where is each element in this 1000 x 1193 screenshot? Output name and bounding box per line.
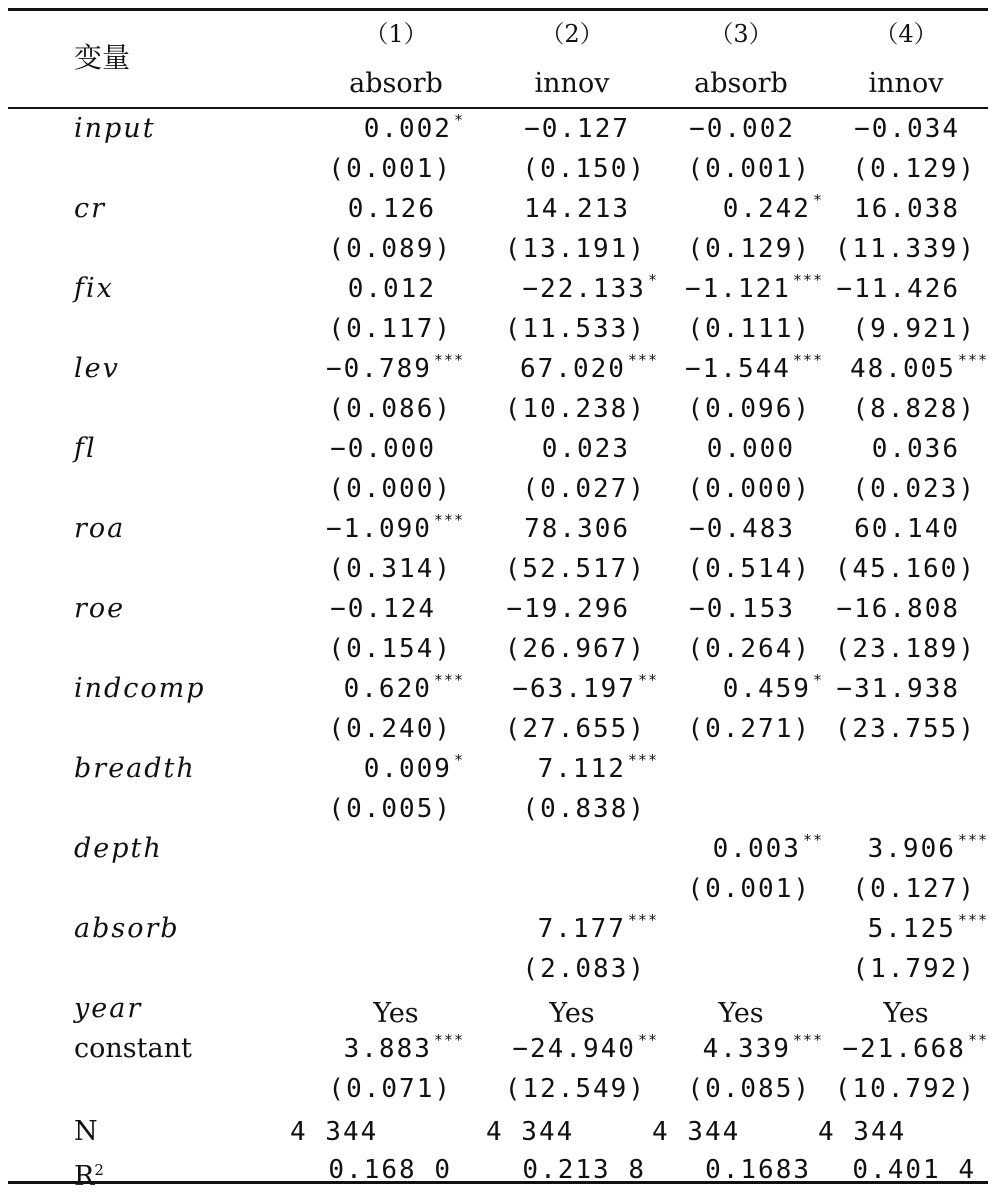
standard-error: (8.828) (852, 394, 976, 424)
n-label: N (74, 1116, 98, 1147)
standard-error: (0.154) (328, 634, 452, 664)
coefficient-cell (707, 433, 823, 468)
r2-label: $R^2$ (74, 1161, 104, 1192)
coefficient-value: −31.938 (836, 674, 960, 704)
variable-name: absorb (74, 913, 180, 944)
coefficient-value: 0.620 (343, 674, 432, 704)
coefficient-value: −0.483 (689, 514, 795, 544)
standard-error: (0.129) (852, 154, 976, 184)
standard-error: (0.514) (687, 554, 811, 584)
significance-stars: *** (957, 831, 988, 849)
standard-error: (45.160) (834, 554, 976, 584)
standard-error: (0.027) (522, 474, 646, 504)
observation-count: 4 344 (486, 1117, 575, 1147)
coefficient-cell (520, 353, 658, 388)
column-number: （1） (364, 20, 428, 48)
variable-name: depth (74, 833, 163, 864)
coefficient-cell (723, 193, 823, 228)
coefficient-cell (868, 833, 988, 868)
variable-name: cr (74, 193, 107, 224)
coefficient-value: 7.112 (537, 754, 626, 784)
coefficient-cell (703, 1033, 823, 1068)
coefficient-cell (344, 1033, 464, 1068)
coefficient-value: −22.133 (522, 274, 646, 304)
coefficient-value: −1.121 (684, 274, 791, 304)
coefficient-cell (713, 833, 823, 868)
coefficient-value: 0.126 (347, 194, 436, 224)
top-rule (8, 8, 988, 11)
coefficient-value: 78.306 (524, 514, 630, 544)
coefficient-value: −11.426 (836, 274, 960, 304)
significance-stars: *** (433, 351, 464, 369)
fixed-effect-yes: Yes (373, 998, 419, 1029)
fixed-effect-yes: Yes (718, 998, 764, 1029)
coefficient-value: −0.000 (330, 434, 436, 464)
coefficient-value: −0.124 (330, 594, 436, 624)
coefficient-cell (689, 113, 823, 148)
coefficient-cell (836, 593, 988, 628)
standard-error: (27.655) (504, 714, 646, 744)
significance-stars: ** (967, 1031, 988, 1049)
standard-error: (0.001) (687, 874, 811, 904)
coefficient-value: 0.000 (706, 434, 795, 464)
standard-error: (13.191) (504, 234, 646, 264)
r-squared-value: 0.1683 (705, 1155, 811, 1185)
coefficient-value: 60.140 (854, 514, 960, 544)
coefficient-value: −0.034 (854, 114, 960, 144)
coefficient-cell (836, 673, 988, 708)
coefficient-cell (522, 273, 658, 308)
coefficient-cell (685, 273, 823, 308)
coefficient-value: −21.668 (842, 1034, 966, 1064)
column-name: innov (534, 68, 610, 99)
coefficient-value: −1.090 (325, 514, 432, 544)
significance-stars: *** (792, 271, 823, 289)
standard-error: (0.023) (852, 474, 976, 504)
coefficient-value: 4.339 (702, 1034, 791, 1064)
standard-error: (0.129) (687, 234, 811, 264)
coefficient-value: 48.005 (849, 354, 956, 384)
header-rule (8, 107, 988, 109)
significance-stars: *** (957, 911, 988, 929)
coefficient-value: 3.906 (867, 834, 956, 864)
significance-stars: *** (627, 351, 658, 369)
coefficient-value: 5.125 (867, 914, 956, 944)
coefficient-value: 0.003 (712, 834, 801, 864)
coefficient-cell (836, 273, 988, 308)
significance-stars: *** (433, 1031, 464, 1049)
coefficient-value: 3.883 (343, 1034, 432, 1064)
coefficient-value: −16.808 (836, 594, 960, 624)
standard-error: (0.001) (687, 154, 811, 184)
standard-error: (0.240) (328, 714, 452, 744)
coefficient-cell (524, 513, 658, 548)
observation-count: 4 344 (290, 1117, 379, 1147)
coefficient-value: 0.036 (871, 434, 960, 464)
variable-header: 变量 (74, 41, 131, 74)
coefficient-cell (326, 513, 464, 548)
coefficient-cell (542, 433, 658, 468)
standard-error: (1.792) (852, 954, 976, 984)
standard-error: (2.083) (522, 954, 646, 984)
observation-count: 4 344 (652, 1117, 741, 1147)
significance-stars: *** (957, 351, 988, 369)
standard-error: (23.189) (834, 634, 976, 664)
coefficient-cell (854, 113, 988, 148)
coefficient-value: 0.009 (363, 754, 452, 784)
coefficient-cell (538, 753, 658, 788)
coefficient-cell (326, 353, 464, 388)
variable-name: constant (74, 1033, 192, 1064)
coefficient-cell (344, 673, 464, 708)
variable-name: input (74, 113, 156, 144)
variable-name: roe (74, 593, 126, 624)
column-name: absorb (349, 68, 443, 99)
coefficient-value: 0.242 (722, 194, 811, 224)
column-number: （2） (540, 20, 604, 48)
standard-error: (10.238) (504, 394, 646, 424)
standard-error: (10.792) (834, 1074, 976, 1104)
coefficient-cell (348, 273, 464, 308)
coefficient-value: −1.544 (684, 354, 791, 384)
standard-error: (0.000) (687, 474, 811, 504)
column-number: （4） (874, 20, 938, 48)
standard-error: (0.111) (687, 314, 811, 344)
r-squared-value: 0.168 0 (328, 1155, 452, 1185)
coefficient-value: 0.459 (722, 674, 811, 704)
coefficient-value: −0.002 (689, 114, 795, 144)
standard-error: (0.071) (328, 1074, 452, 1104)
column-number: （3） (709, 20, 773, 48)
significance-stars: *** (792, 351, 823, 369)
significance-stars: * (453, 111, 464, 129)
coefficient-value: 67.020 (519, 354, 626, 384)
significance-stars: *** (627, 751, 658, 769)
column-name: absorb (694, 68, 788, 99)
column-name: innov (868, 68, 944, 99)
coefficient-cell (854, 513, 988, 548)
coefficient-cell (868, 913, 988, 948)
coefficient-value: −19.296 (506, 594, 630, 624)
standard-error: (0.314) (328, 554, 452, 584)
coefficient-value: 0.002 (363, 114, 452, 144)
coefficient-cell (689, 593, 823, 628)
coefficient-cell (524, 113, 658, 148)
coefficient-cell (364, 113, 464, 148)
coefficient-cell (524, 193, 658, 228)
fixed-effect-yes: Yes (549, 998, 595, 1029)
significance-stars: ** (637, 1031, 658, 1049)
coefficient-value: −63.197 (512, 674, 636, 704)
standard-error: (0.000) (328, 474, 452, 504)
coefficient-value: 7.177 (537, 914, 626, 944)
significance-stars: *** (433, 511, 464, 529)
coefficient-cell (723, 673, 823, 708)
coefficient-cell (506, 593, 658, 628)
standard-error: (52.517) (504, 554, 646, 584)
fixed-effect-yes: Yes (883, 998, 929, 1029)
coefficient-cell (538, 913, 658, 948)
significance-stars: *** (627, 911, 658, 929)
coefficient-cell (330, 433, 464, 468)
standard-error: (9.921) (852, 314, 976, 344)
coefficient-value: −0.127 (524, 114, 630, 144)
standard-error: (11.339) (834, 234, 976, 264)
coefficient-value: 0.023 (541, 434, 630, 464)
variable-name: lev (74, 353, 120, 384)
coefficient-cell (512, 1033, 658, 1068)
standard-error: (11.533) (504, 314, 646, 344)
variable-name: fl (74, 433, 97, 464)
variable-name: roa (74, 513, 126, 544)
observation-count: 4 344 (818, 1117, 907, 1147)
standard-error: (26.967) (504, 634, 646, 664)
significance-stars: ** (637, 671, 658, 689)
standard-error: (0.089) (328, 234, 452, 264)
coefficient-cell (850, 353, 988, 388)
coefficient-value: 16.038 (854, 194, 960, 224)
standard-error: (0.117) (328, 314, 452, 344)
coefficient-value: −0.153 (689, 594, 795, 624)
coefficient-cell (330, 593, 464, 628)
standard-error: (12.549) (504, 1074, 646, 1104)
standard-error: (0.086) (328, 394, 452, 424)
coefficient-value: −0.789 (325, 354, 432, 384)
significance-stars: * (647, 271, 658, 289)
standard-error: (0.096) (687, 394, 811, 424)
coefficient-cell (685, 353, 823, 388)
coefficient-cell (689, 513, 823, 548)
significance-stars: *** (792, 1031, 823, 1049)
r-squared-value: 0.213 8 (522, 1155, 646, 1185)
significance-stars: * (812, 671, 823, 689)
coefficient-cell (842, 1033, 988, 1068)
bottom-rule (8, 1181, 988, 1184)
significance-stars: * (453, 751, 464, 769)
coefficient-cell (854, 193, 988, 228)
coefficient-value: −24.940 (512, 1034, 636, 1064)
variable-name: indcomp (74, 673, 206, 704)
variable-name: fix (74, 273, 114, 304)
significance-stars: ** (802, 831, 823, 849)
coefficient-cell (512, 673, 658, 708)
standard-error: (0.005) (328, 794, 452, 824)
r2-superscript: 2 (94, 1161, 104, 1179)
significance-stars: *** (433, 671, 464, 689)
coefficient-cell (348, 193, 464, 228)
coefficient-value: 0.012 (347, 274, 436, 304)
variable-name: breadth (74, 753, 196, 784)
standard-error: (0.001) (328, 154, 452, 184)
standard-error: (0.127) (852, 874, 976, 904)
coefficient-cell (872, 433, 988, 468)
standard-error: (0.264) (687, 634, 811, 664)
r-squared-value: 0.401 4 (852, 1155, 976, 1185)
standard-error: (0.271) (687, 714, 811, 744)
variable-name: year (74, 993, 143, 1024)
coefficient-value: 14.213 (524, 194, 630, 224)
significance-stars: * (812, 191, 823, 209)
standard-error: (0.150) (522, 154, 646, 184)
coefficient-cell (364, 753, 464, 788)
standard-error: (23.755) (834, 714, 976, 744)
standard-error: (0.085) (687, 1074, 811, 1104)
standard-error: (0.838) (522, 794, 646, 824)
